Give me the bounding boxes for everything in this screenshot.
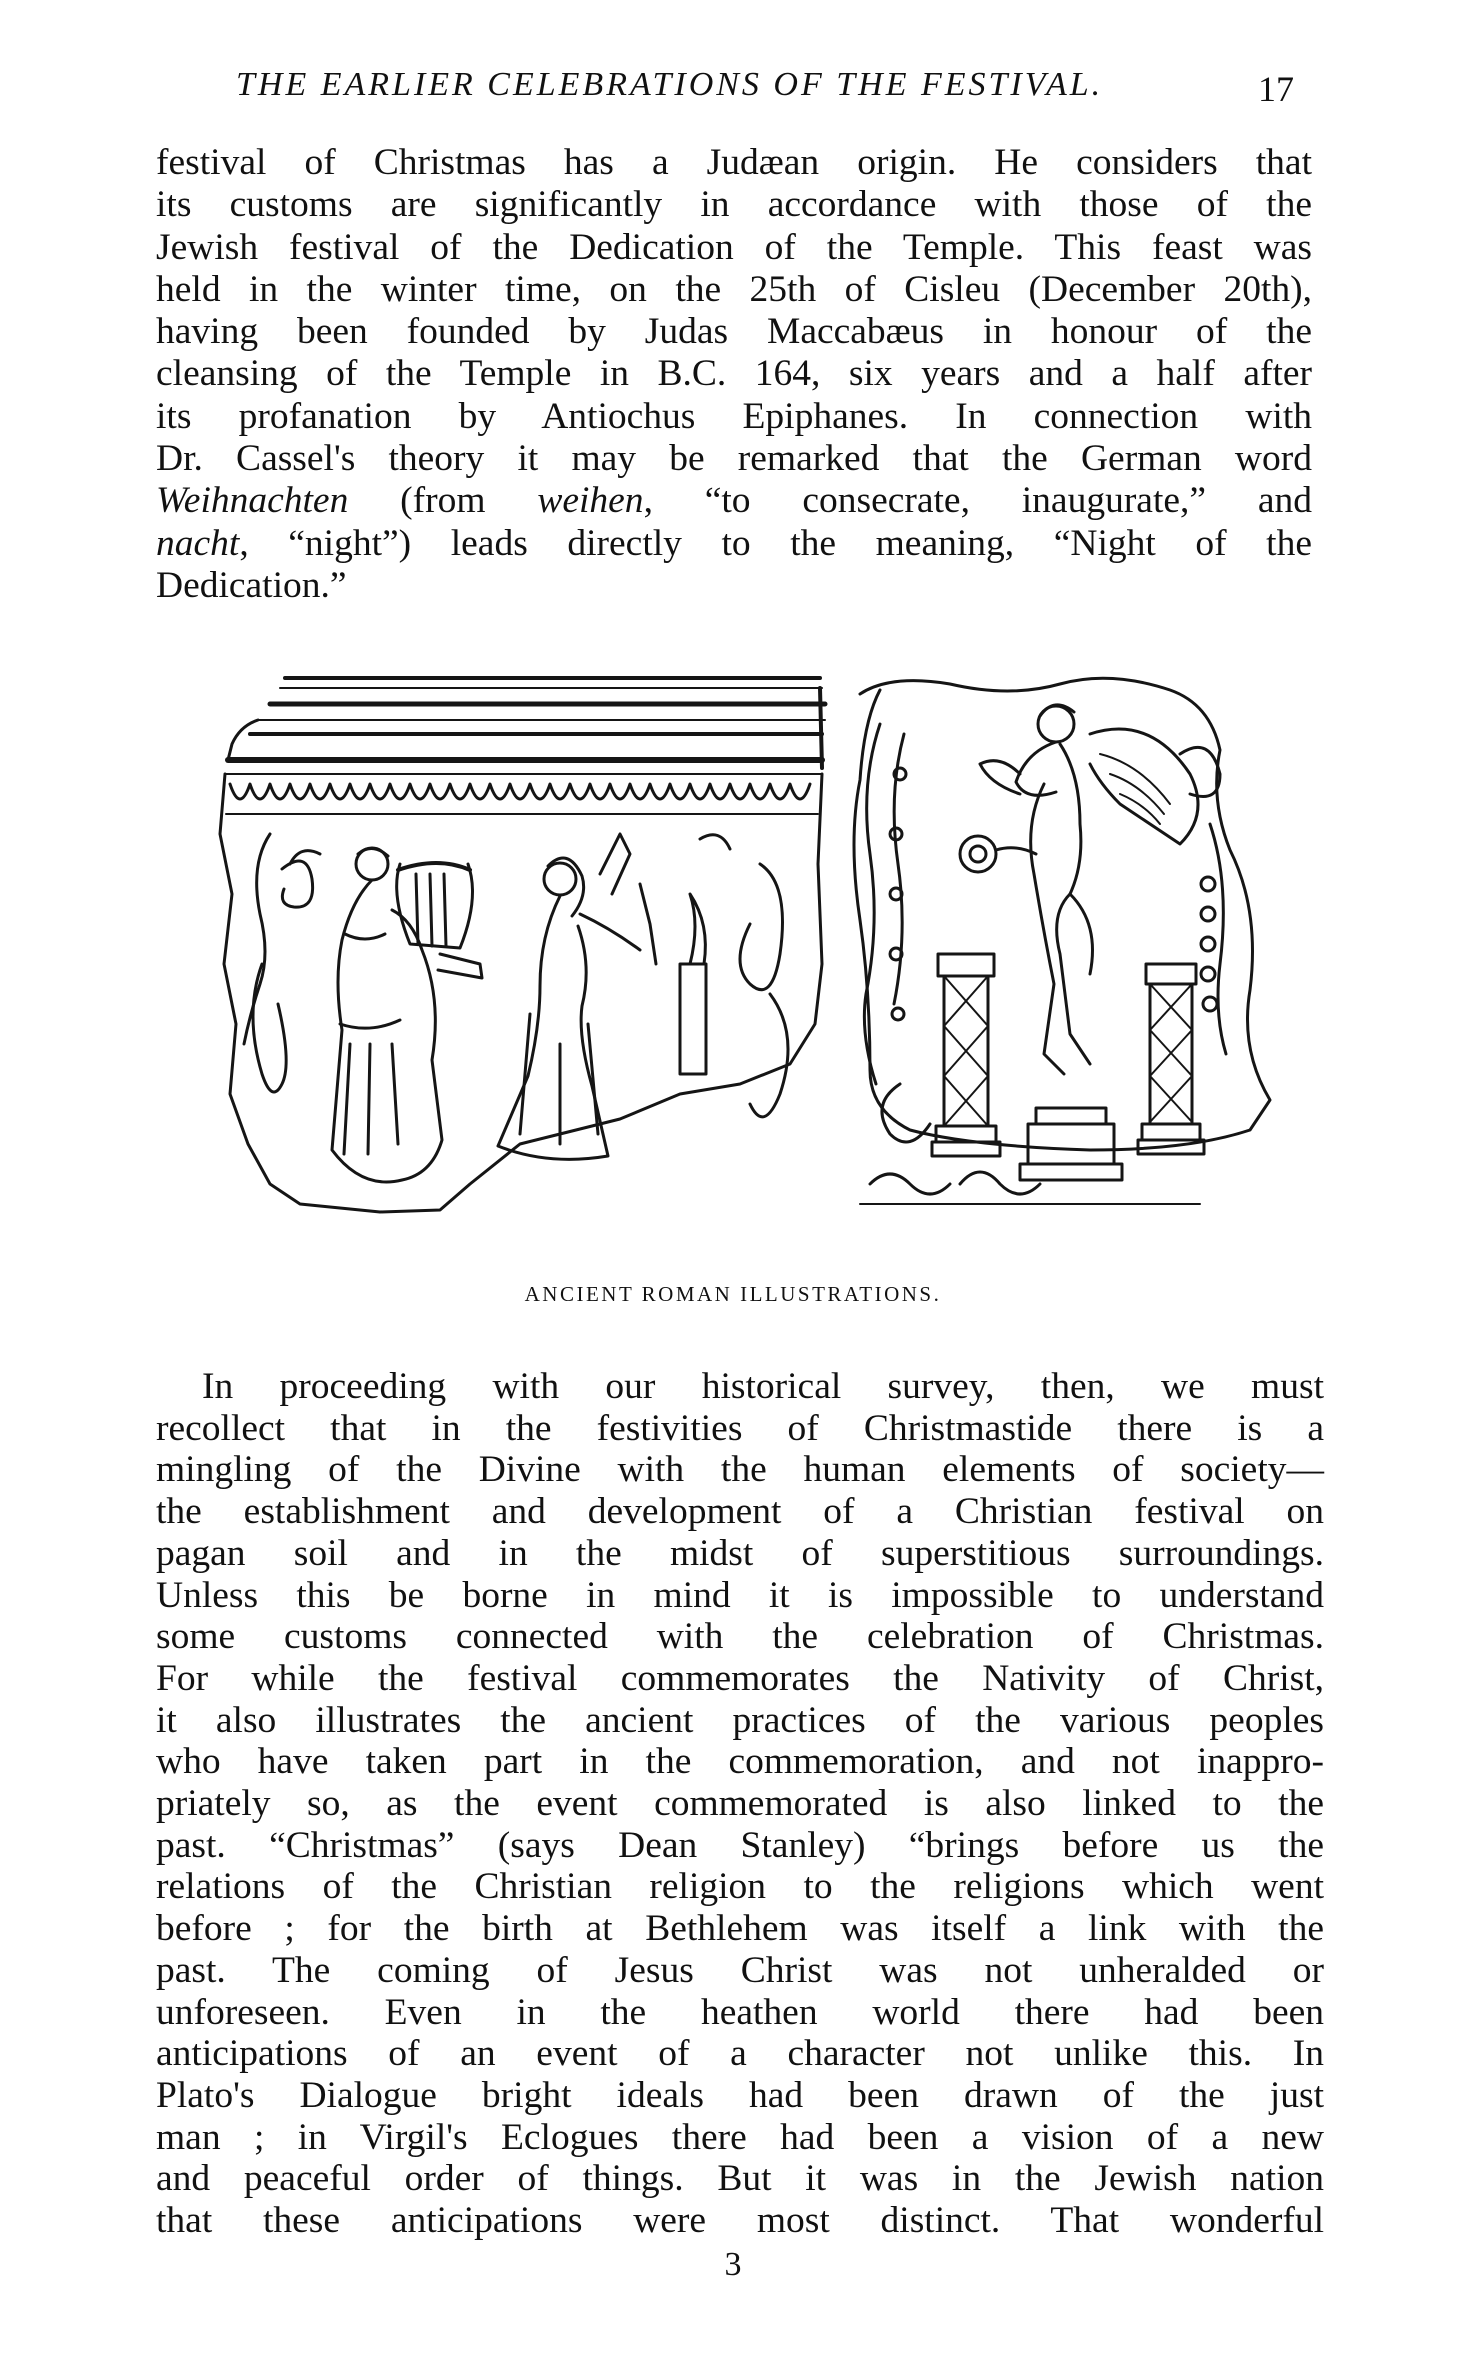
text-line: Dedication.” [156,564,347,606]
text-line: In proceeding with our historical survey, then, we must [202,1366,1324,1407]
text-line: that these anticipations were most distinct. That wonderful [156,2200,1324,2242]
text-fragment: (from [348,480,538,522]
roman-illustrations-figure [0,664,1466,1254]
text-line: past. The coming of Jesus Christ was not unheralded or [156,1949,1324,1991]
paragraph-2 [156,1366,1324,2242]
text-line: cleansing of the Temple in B.C. 164, six years and a half after [156,353,1312,395]
figure-caption: ANCIENT ROMAN ILLUSTRATIONS. [524,1282,942,1306]
text-line: pagan soil and in the midst of superstitious surroundings. [156,1532,1324,1574]
text-line: having been founded by Judas Maccabæus in honour of the [156,311,1312,353]
text-line: past. “Christmas” (says Dean Stanley) “brings before us the [156,1824,1324,1866]
italic-word-nacht: nacht [156,522,240,564]
text-line: who have taken part in the commemoration, and not inappro- [156,1741,1324,1783]
text-line: man ; in Virgil's Eclogues there had been a vision of a new [156,2116,1324,2158]
text-line: some customs connected with the celebration of Christmas. [156,1616,1324,1658]
relief-panel-left [220,678,825,1212]
text-line: the establishment and development of a Christian festival on [156,1491,1324,1533]
italic-word-weihen: weihen [537,480,644,522]
figure-artwork [0,664,1466,1264]
signature-mark: 3 [724,2246,742,2283]
running-header [0,66,1466,116]
paragraph-1 [156,142,1312,607]
page-number: 17 [1258,69,1294,109]
text-line: Jewish festival of the Dedication of the Temple. This feast was [156,226,1312,268]
text-line: and peaceful order of things. But it was in the Jewish nation [156,2158,1324,2200]
text-line: its profanation by Antiochus Epiphanes. In connection with [156,395,1312,437]
text-line: For while the festival commemorates the Nativity of Christ, [156,1657,1324,1699]
text-line: held in the winter time, on the 25th of Cisleu (December 20th), [156,268,1312,310]
text-line: its customs are significantly in accordance with those of the [156,184,1312,226]
text-line: relations of the Christian religion to the religions which went [156,1866,1324,1908]
text-line: priately so, as the event commemorated is also linked to the [156,1783,1324,1825]
text-line: unforeseen. Even in the heathen world there had been [156,1991,1324,2033]
text-line: festival of Christmas has a Judæan origin. He considers that [156,142,1312,183]
running-title: THE EARLIER CELEBRATIONS OF THE FESTIVAL. [236,66,1104,103]
text-line: recollect that in the festivities of Christmastide there is a [156,1407,1324,1449]
text-fragment: , “night”) leads directly to the meaning, “Night of the [239,522,1312,564]
relief-panel-right [854,678,1270,1204]
text-line: mingling of the Divine with the human elements of society— [156,1449,1324,1491]
text-line: Plato's Dialogue bright ideals had been drawn of the just [156,2074,1324,2116]
text-line: Dr. Cassel's theory it may be remarked that the German word [156,438,1312,480]
text-line: anticipations of an event of a character not unlike this. In [156,2033,1324,2075]
text-line [156,480,1312,522]
text-line: it also illustrates the ancient practices of the various peoples [156,1699,1324,1741]
text-line: before ; for the birth at Bethlehem was itself a link with the [156,1908,1324,1950]
text-line: Unless this be borne in mind it is impossible to understand [156,1574,1324,1616]
italic-word-weihnachten: Weihnachten [156,480,349,522]
text-line [156,523,1312,565]
text-fragment: , “to consecrate, inaugurate,” and [643,480,1312,522]
